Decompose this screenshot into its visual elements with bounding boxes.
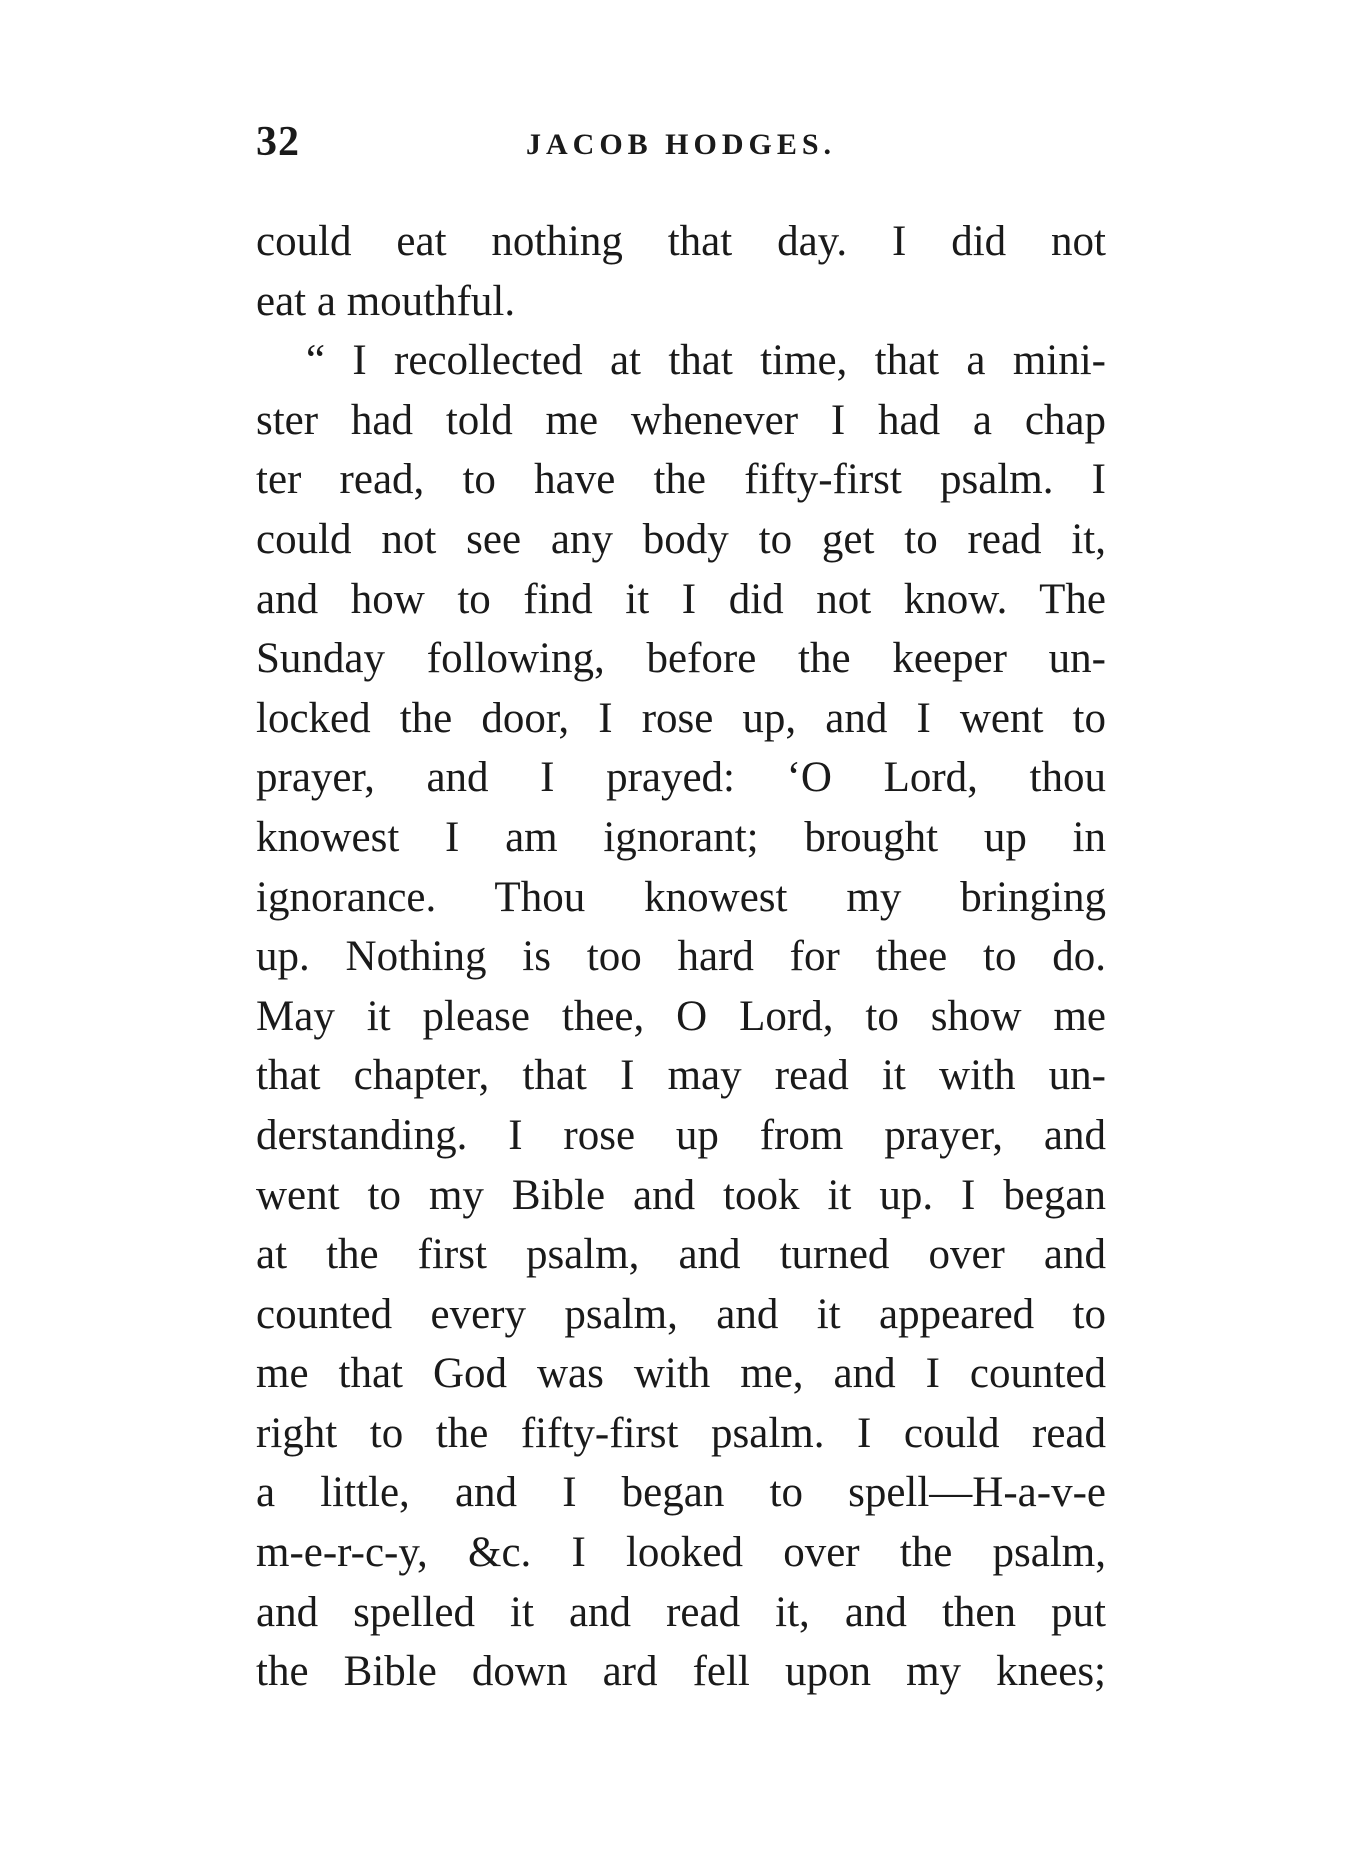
text-line: ignorance. Thou knowest my bringing	[256, 873, 1106, 921]
text-line: went to my Bible and took it up. I began	[256, 1171, 1106, 1219]
page-number: 32	[256, 119, 300, 165]
text-line: Sunday following, before the keeper un-	[256, 635, 1106, 683]
body-text	[256, 212, 1106, 1702]
text-line: m-e-r-c-y, &c. I looked over the psalm,	[256, 1529, 1106, 1577]
text-line: and how to find it I did not know. The	[256, 575, 1106, 623]
running-head: JACOB HODGES.	[526, 128, 837, 161]
text-line: ster had told me whenever I had a chap	[256, 396, 1106, 444]
text-line: “ I recollected at that time, that a mini-	[306, 337, 1106, 385]
text-line: locked the door, I rose up, and I went to	[256, 694, 1106, 742]
text-line: derstanding. I rose up from prayer, and	[256, 1111, 1106, 1159]
text-line: right to the fifty-first psalm. I could read	[256, 1409, 1106, 1457]
text-line: ter read, to have the fifty-first psalm. I	[256, 456, 1106, 504]
text-line: a little, and I began to spell—H-a-v-e	[256, 1469, 1106, 1517]
text-line: and spelled it and read it, and then put	[256, 1588, 1106, 1636]
text-line: that chapter, that I may read it with un-	[256, 1052, 1106, 1100]
text-line: eat a mouthful.	[256, 277, 516, 325]
text-line: me that God was with me, and I counted	[256, 1350, 1106, 1398]
text-line: at the first psalm, and turned over and	[256, 1231, 1106, 1279]
page-header	[256, 118, 1106, 178]
text-line: May it please thee, O Lord, to show me	[256, 992, 1106, 1040]
text-line: knowest I am ignorant; brought up in	[256, 813, 1106, 861]
text-line: counted every psalm, and it appeared to	[256, 1290, 1106, 1338]
text-line: prayer, and I prayed: ‘O Lord, thou	[256, 754, 1106, 802]
text-line: up. Nothing is too hard for thee to do.	[256, 933, 1106, 981]
text-line: the Bible down ard fell upon my knees;	[256, 1648, 1106, 1696]
text-line: could not see any body to get to read it,	[256, 515, 1106, 563]
text-line: could eat nothing that day. I did not	[256, 218, 1106, 265]
